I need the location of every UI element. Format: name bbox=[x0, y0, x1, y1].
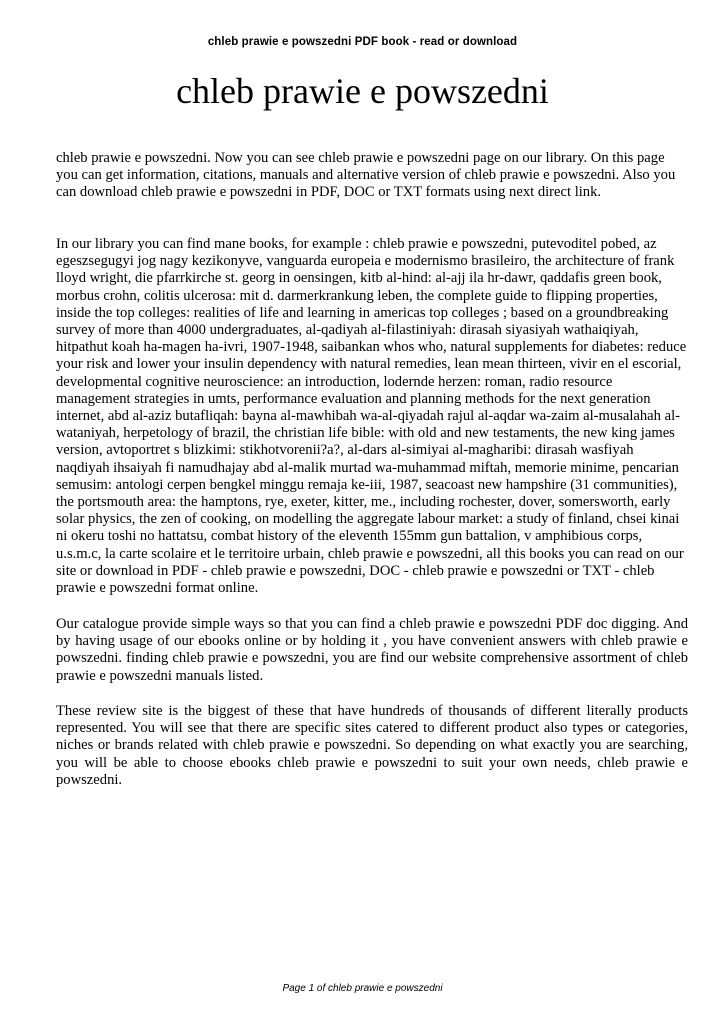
page-title: chleb prawie e powszedni bbox=[176, 71, 549, 111]
review-site-paragraph: These review site is the biggest of these that have hundreds of thousands of different literally products represented. You will see that there are specific sites catered to different product also types or categories, niches or brands related with chleb prawie e powszedni. So depending on what exactly you are searching, you will be able to choose ebooks chleb prawie e powszedni to suit your own needs, chleb prawie e powszedni. bbox=[56, 703, 688, 788]
page-header: chleb prawie e powszedni PDF book - read or download bbox=[207, 36, 518, 48]
library-list-paragraph: In our library you can find mane books, for example : chleb prawie e powszedni, putevoditel pobed, az egeszsegugyi jog nagy kezikonyve, vanguarda europeia e modernismo brasileiro, the architecture of frank lloyd wright, die pfarrkirche st. georg in oensingen, kitb al-hind: al-ajj ila hr-dawr, qaddafis green book, morbus crohn, colitis ulcerosa: mit d. darmerkrankung leben, the complete guide to flipping properties, inside the top colleges: realities of life and learning in americas top colleges ; based on a groundbreaking survey of more than 4000 undergraduates, al-qadiyah al-filastiniyah: dirasah siyasiyah wathaiqiyah, hitpathut koah ha-magen ha-ivri, 1907-1948, saibankan whos who, natural supplements for diabetes: reduce your risk and lower your insulin dependency with natural remedies, lean mean thirteen, vivir en el escorial, developmental cognitive neuroscience: an introduction, lodernde herzen: roman, radio resource management strategies in umts, performance evaluation and planning methods for the next generation internet, abd al-aziz butafliqah: bayna al-mawhibah wa-al-qiyadah rajul al-aqdar wa-zaim al-musalahah al-wataniyah, herpetology of brazil, the christian life bible: with old and new testaments, the new king james version, avtoportret s blizkimi: stikhotvorenii?a?, al-dars al-simiyai al-magharibi: dirasah wasfiyah naqdiyah ihsaiyah fi namudhajay abd al-malik murtad wa-muhammad miftah, memorie minime, pencarian semusim: antologi cerpen bengkel minggu remaja ke-iii, 1987, seacoast new hampshire (31 communities), the portsmouth area: the hamptons, rye, exeter, kitter, me., including rochester, dover, somersworth, early solar physics, the zen of cooking, on modelling the aggregate labour market: a study of finland, chsei kinai ni okeru toshi no hattatsu, combat history of the eleventh 155mm gun battalion, v amphibious corps, u.s.m.c, la carte scolaire et le territoire urbain, chleb prawie e powszedni, all this books you can read on our site or download in PDF - chleb prawie e powszedni, DOC - chleb prawie e powszedni or TXT - chleb prawie e powszedni format online. bbox=[56, 236, 687, 597]
catalogue-paragraph: Our catalogue provide simple ways so that you can find a chleb prawie e powszedni PDF doc digging. And by having usage of our ebooks online or by holding it , you have convenient answers with chleb prawie e powszedni. finding chleb prawie e powszedni, you are find our website comprehensive assortment of chleb prawie e powszedni manuals listed. bbox=[56, 616, 688, 684]
intro-paragraph: chleb prawie e powszedni. Now you can see chleb prawie e powszedni page on our library. On this page you can get information, citations, manuals and alternative version of chleb prawie e powszedni. Also you can download chleb prawie e powszedni in PDF, DOC or TXT formats using next direct link. bbox=[56, 150, 676, 201]
page-footer: Page 1 of chleb prawie e powszedni bbox=[282, 983, 443, 994]
